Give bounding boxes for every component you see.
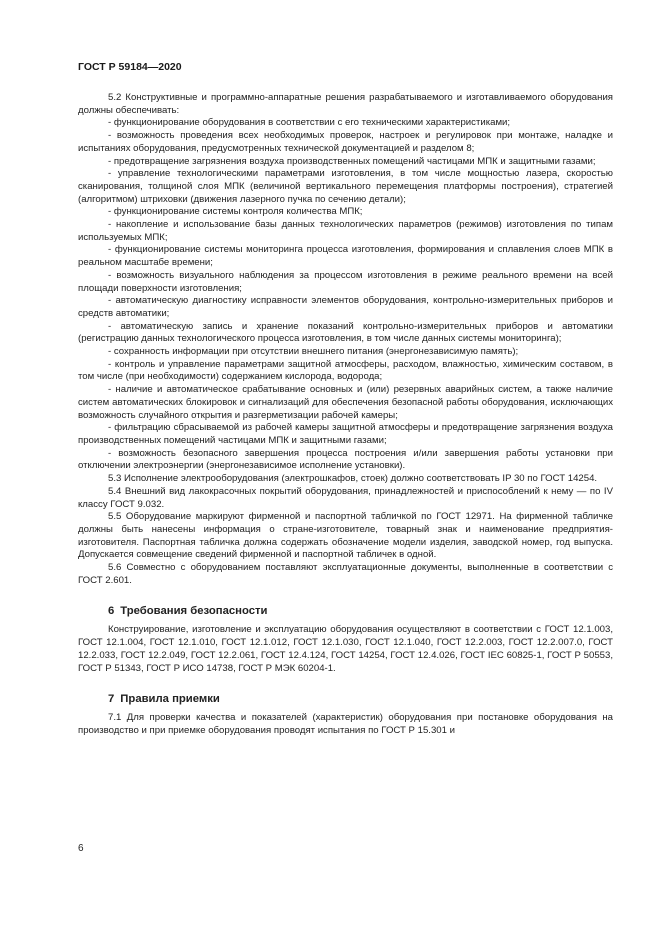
page-number: 6 [78, 843, 84, 854]
paragraph: 5.5 Оборудование маркируют фирменной и паспортной табличкой по ГОСТ 12971. На фирменной табличке должны быть нанесены информация о стране-изготовителе, товарный знак и наименование предприятия-изготовителя. Паспортная табличка должна содержать обозначение модели изделия, заводской номер, год выпуска. Допускается совмещение сведений фирменной и паспортной табличек в одной. [78, 511, 613, 561]
paragraph: - сохранность информации при отсутствии внешнего питания (энергонезависимую память); [108, 346, 519, 358]
paragraph: - функционирование системы контроля количества МПК; [108, 206, 363, 218]
paragraph: - возможность безопасного завершения процесса построения и/или завершения работы установки при отключении электроэнергии (энергонезависимое исполнение установки). [78, 447, 613, 472]
section-5-continued [78, 92, 613, 587]
paragraph: - возможность проведения всех необходимых проверок, настроек и регулировок при монтаже, наладке и испытаниях оборудования, предусмотренных технической документацией и разделом 8; [78, 130, 613, 154]
paragraph: - функционирование системы мониторинга процесса изготовления, формирования и сплавления слоев МПК в реальном масштабе времени; [78, 244, 613, 269]
paragraph: 5.4 Внешний вид лакокрасочных покрытий оборудования, принадлежностей и приспособлений к нему — по IV классу ГОСТ 9.032. [78, 485, 613, 510]
paragraph: - контроль и управление параметрами защитной атмосферы, расходом, влажностью, химическим составом, в том числе (при необходимости) содержанием кислорода, водорода; [78, 358, 613, 383]
paragraph: - предотвращение загрязнения воздуха производственных помещений частицами МПК и защитными газами; [108, 155, 596, 167]
section-title: Правила приемки [120, 693, 220, 706]
section-title: Требования безопасности [120, 605, 268, 618]
paragraph: 5.6 Совместно с оборудованием поставляют эксплуатационные документы, выполненные в соответствии с ГОСТ 2.601. [78, 562, 613, 586]
section-7-body [78, 712, 613, 737]
paragraph: - наличие и автоматическое срабатывание основных и (или) резервных аварийных систем, а также наличие систем автоматических блокировок и сигнализаций для обеспечения безопасной работы оборудования, исключающих возможность случайного открытия и разгерметизации рабочей камеры; [78, 384, 613, 421]
paragraph: 5.2 Конструктивные и программно-аппаратные решения разрабатываемого и изготавливаемого оборудования должны обеспечивать: [78, 92, 613, 116]
paragraph: - автоматическую запись и хранение показаний контрольно-измерительных приборов и автоматики (регистрацию данных технологического процесса изготовления, в том числе данных системы мониторинга); [78, 320, 613, 345]
paragraph: 7.1 Для проверки качества и показателей (характеристик) оборудования при постановке оборудования на производство и при приемке оборудования проводят испытания по ГОСТ Р 15.301 и [78, 712, 613, 736]
paragraph: Конструирование, изготовление и эксплуатацию оборудования осуществляют в соответствии с ГОСТ 12.1.003, ГОСТ 12.1.004, ГОСТ 12.1.010, ГОСТ 12.1.012, ГОСТ 12.1.030, ГОСТ 12.1.040, ГОСТ 12.2.003, ГОСТ 12.2.007.0, ГОСТ 12.2.033, ГОСТ 12.2.049, ГОСТ 12.2.061, ГОСТ 12.4.124, ГОСТ 14254, ГОСТ 12.4.026, ГОСТ IEC 60825-1, ГОСТ Р 50553, ГОСТ Р 51343, ГОСТ Р ИСО 14738, ГОСТ Р МЭК 60204-1. [78, 624, 613, 674]
section-6-heading [108, 604, 613, 618]
paragraph: 5.3 Исполнение электрооборудования (электрошкафов, стоек) должно соответствовать IP 30 по ГОСТ 14254. [108, 473, 598, 485]
section-number: 7 [108, 693, 115, 706]
section-7-heading [108, 692, 613, 706]
paragraph: - функционирование оборудования в соответствии с его техническими характеристиками; [108, 117, 511, 129]
section-number: 6 [108, 605, 115, 618]
paragraph: - управление технологическими параметрами изготовления, в том числе мощностью лазера, скоростью сканирования, толщиной слоя МПК (величиной вертикального перемещения платформы построения), стратегией (алгоритмом) штриховки (движения лазерного пучка по сечению детали); [78, 168, 613, 205]
document-body [78, 92, 613, 738]
paragraph: - накопление и использование базы данных технологических параметров (режимов) изготовления по типам используемых МПК; [78, 219, 613, 243]
paragraph: - фильтрацию сбрасываемой из рабочей камеры защитной атмосферы и предотвращение загрязнения воздуха производственных помещений частицами МПК и защитными газами; [78, 422, 613, 446]
paragraph: - автоматическую диагностику исправности элементов оборудования, контрольно-измерительных приборов и средств автоматики; [78, 295, 613, 319]
section-6-body [78, 624, 613, 675]
paragraph: - возможность визуального наблюдения за процессом изготовления в режиме реального времени на всей площади поверхности изготовления; [78, 269, 613, 294]
document-header: ГОСТ Р 59184—2020 [78, 61, 182, 73]
